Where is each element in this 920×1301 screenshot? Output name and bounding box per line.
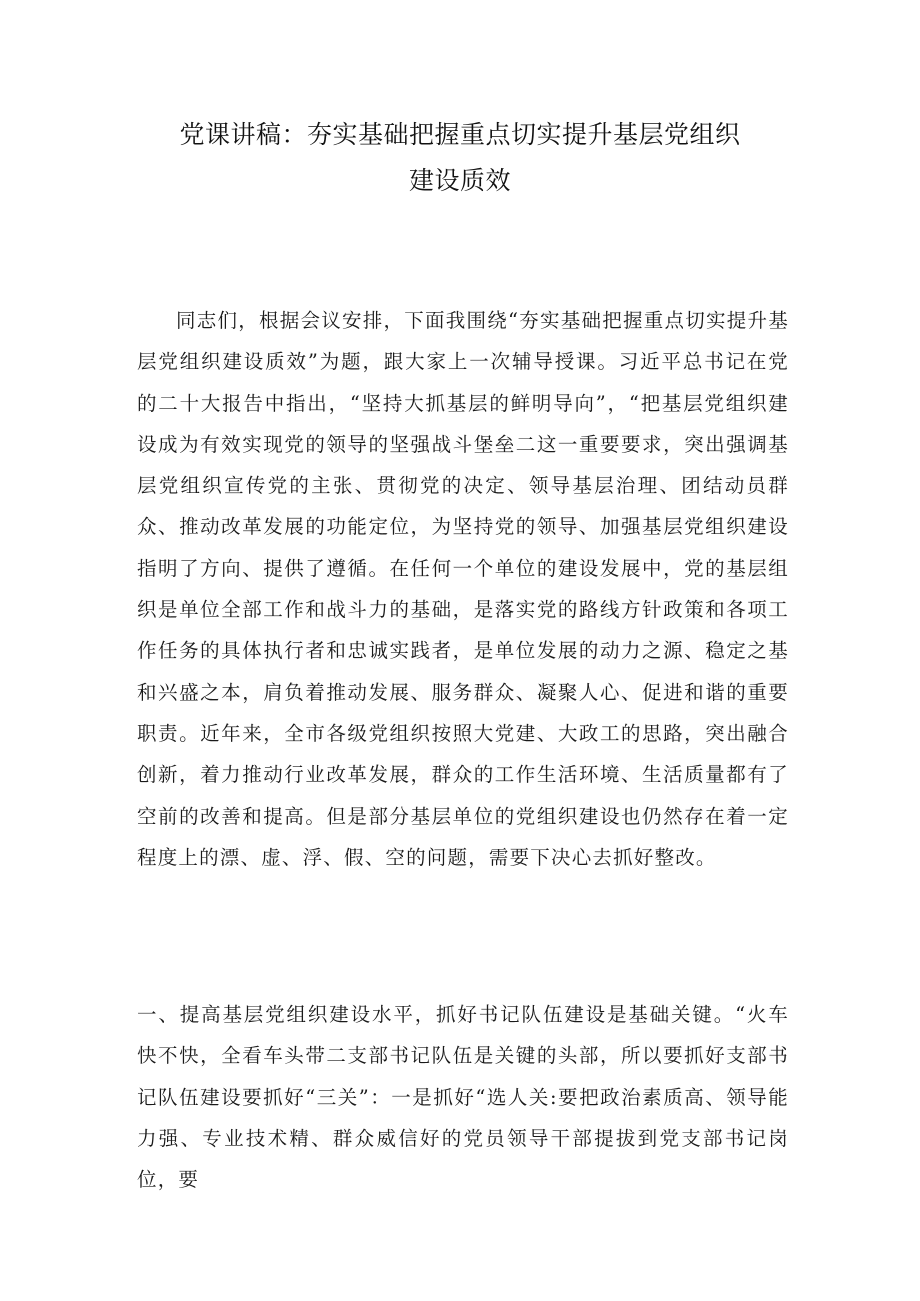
body-paragraph-section-one: 一、提高基层党组织建设水平，抓好书记队伍建设是基础关键。“火车快不快，全看车头带二支部书记队伍是关键的头部，所以要抓好支部书记队伍建设要抓好“三关”：一是抓好“选人关:要把政治素质高、领导能力强、专业技术精、群众威信好的党员领导干部提拔到党支部书记岗位，要	[137, 1003, 789, 1192]
body-paragraph-intro: 同志们，根据会议安排，下面我围绕“夯实基础把握重点切实提升基层党组织建设质效”为题，跟大家上一次辅导授课。习近平总书记在党的二十大报告中指出，“坚持大抓基层的鲜明导向”，“把基层党组织建设成为有效实现党的领导的坚强战斗堡垒二这一重要要求，突出强调基层党组织宣传党的主张、贯彻党的决定、领导基层治理、团结动员群众、推动改革发展的功能定位，为坚持党的领导、加强基层党组织建设指明了方向、提供了遵循。在任何一个单位的建设发展中，党的基层组织是单位全部工作和战斗力的基础，是落实党的路线方针政策和各项工作任务的具体执行者和忠诚实践者，是单位发展的动力之源、稳定之基和兴盛之本，肩负着推动发展、服务群众、凝聚人心、促进和谐的重要职责。近年来，全市各级党组织按照大党建、大政工的思路，突出融合创新，着力推动行业改革发展，群众的工作生活环境、生活质量都有了空前的改善和提高。但是部分基层单位的党组织建设也仍然存在着一定程度上的漂、虚、浮、假、空的问题，需要下决心去抓好整改。	[137, 309, 789, 869]
title-line-1: 党课讲稿：夯实基础把握重点切实提升基层党组织	[179, 120, 741, 149]
document-title	[0, 112, 920, 204]
title-line-2: 建设质效	[408, 166, 511, 195]
